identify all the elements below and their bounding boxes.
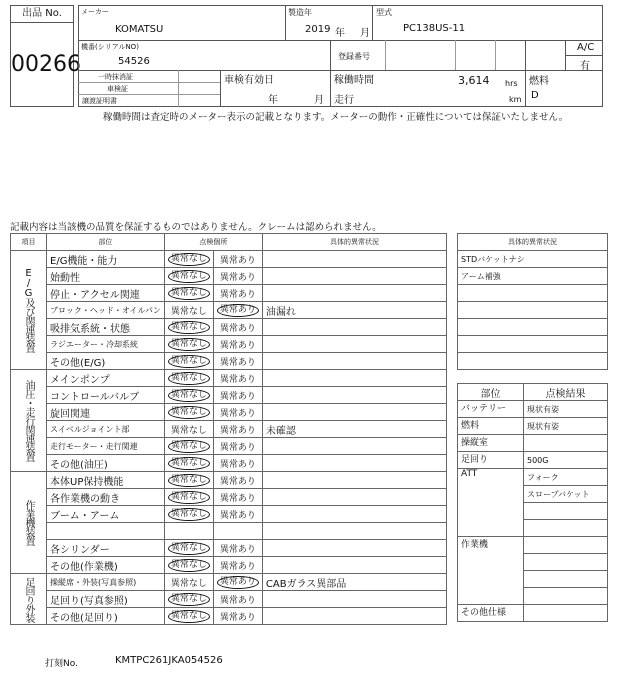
results-header-result: 点検結果 [524, 384, 608, 401]
lot-no-box [10, 5, 81, 107]
ng-option[interactable]: 異常あり [219, 374, 256, 385]
result-value: スロープバケット [524, 486, 608, 503]
abnormality-detail [262, 438, 446, 455]
year-unit: 年 [335, 28, 345, 39]
table-row [11, 319, 447, 336]
result-part: 操縦室 [458, 435, 524, 452]
ok-option[interactable]: 異常なし [170, 578, 207, 589]
ng-option[interactable]: 異常あり [219, 391, 256, 402]
abnormality-detail [262, 523, 446, 540]
result-value [524, 571, 608, 588]
meter-disclaimer: 稼働時間は査定時のメーター表示の記載となります。メーターの動作・正確性については保証いたしません。 [103, 112, 569, 123]
ng-option[interactable]: 異常あり [219, 408, 256, 419]
ok-option[interactable]: 異常なし [168, 593, 210, 606]
result-value [524, 435, 608, 452]
ng-option[interactable]: 異常あり [217, 576, 259, 589]
abnormality-detail [262, 455, 446, 472]
ok-option[interactable]: 異常なし [168, 406, 210, 419]
result-value [524, 503, 608, 520]
table-row [11, 370, 447, 387]
table-row [11, 421, 447, 438]
table-row [458, 401, 608, 418]
result-part: その他仕様 [458, 605, 524, 622]
table-row [458, 452, 608, 469]
abnormality-notes-table [457, 233, 608, 370]
table-row [11, 336, 447, 353]
result-value [524, 520, 608, 537]
ok-option[interactable]: 異常なし [168, 508, 210, 521]
group-label: E/G及び関連装置 [11, 251, 47, 370]
table-row [11, 591, 447, 608]
group-label: 作業機装置 [11, 472, 47, 574]
travel-label: 走行 [334, 95, 354, 106]
result-value [524, 554, 608, 571]
lot-no-label: 出品 No. [11, 6, 73, 23]
ac-label: A/C [577, 42, 595, 53]
ok-option[interactable]: 異常なし [168, 287, 210, 300]
part-name: 走行モーター・走行関連 [47, 438, 165, 455]
ok-option[interactable]: 異常なし [168, 559, 210, 572]
maker: KOMATSU [115, 24, 164, 35]
ok-option[interactable]: 異常なし [168, 440, 210, 453]
table-row [11, 574, 447, 591]
hours-unit: hrs [505, 79, 518, 88]
table-row [11, 472, 447, 489]
table-row [11, 387, 447, 404]
fuel: D [531, 90, 539, 101]
cert-inspection: 車検証 [107, 85, 128, 93]
ng-option[interactable]: 異常あり [219, 544, 256, 555]
header-part: 部位 [47, 234, 165, 251]
part-name: 足回り(写真参照) [47, 591, 165, 608]
ac-value: 有 [580, 61, 590, 72]
ok-option[interactable]: 異常なし [168, 321, 210, 334]
inspection-year: 年 [268, 95, 278, 106]
hours: 3,614 [458, 74, 490, 87]
ng-option[interactable]: 異常あり [219, 442, 256, 453]
result-part: 燃料 [458, 418, 524, 435]
cert-transfer: 譲渡証明書 [82, 97, 117, 105]
group-label: 油圧・走行関連装置 [11, 370, 47, 472]
abnormality-detail [262, 251, 446, 268]
result-value [524, 588, 608, 605]
result-part: ATT [458, 469, 524, 537]
model: PC138US-11 [403, 23, 466, 34]
table-row [11, 302, 447, 319]
ng-option[interactable]: 異常あり [219, 289, 256, 300]
results-header-part: 部位 [458, 384, 524, 401]
table-row [458, 418, 608, 435]
list-item [458, 285, 608, 302]
abnormality-detail: CABガラス異部品 [262, 574, 446, 591]
ng-option[interactable]: 異常あり [219, 357, 256, 368]
table-row [458, 435, 608, 452]
part-name: 旋回関連 [47, 404, 165, 421]
part-name: 始動性 [47, 268, 165, 285]
ok-option[interactable]: 異常なし [168, 610, 210, 623]
abnormality-detail [262, 506, 446, 523]
part-name: 各シリンダー [47, 540, 165, 557]
part-name: その他(油圧) [47, 455, 165, 472]
part-name [47, 523, 165, 540]
ok-option[interactable]: 異常なし [168, 542, 210, 555]
part-name: その他(足回り) [47, 608, 165, 625]
abnormality-detail [262, 557, 446, 574]
maker-label: メーカー [81, 8, 109, 16]
abnormality-detail [262, 285, 446, 302]
note-text: STDバケットナシ [458, 251, 608, 268]
list-item [458, 336, 608, 353]
part-name: 吸排気系統・状態 [47, 319, 165, 336]
ng-option[interactable]: 異常あり [219, 340, 256, 351]
ng-option[interactable]: 異常あり [219, 425, 256, 436]
table-row [11, 608, 447, 625]
header-detail: 具体的異常状況 [262, 234, 446, 251]
ng-option[interactable]: 異常あり [219, 459, 256, 470]
ng-option[interactable]: 異常あり [219, 493, 256, 504]
list-item [458, 268, 608, 285]
abnormality-detail [262, 268, 446, 285]
fuel-label: 燃料 [529, 76, 549, 87]
table-row [11, 557, 447, 574]
serial-label: 機番(シリアルNO) [81, 43, 139, 51]
abnormality-detail [262, 404, 446, 421]
ng-option[interactable]: 異常あり [219, 561, 256, 572]
hours-label: 稼働時間 [334, 75, 374, 86]
year-label: 製造年 [288, 8, 312, 17]
abnormality-detail: 未確認 [262, 421, 446, 438]
header-item: 項目 [11, 234, 47, 251]
part-name: ラジエーター・冷却系統 [47, 336, 165, 353]
result-part: 作業機 [458, 537, 524, 605]
abnormality-detail [262, 370, 446, 387]
ng-option[interactable]: 異常あり [217, 304, 259, 317]
ok-option[interactable]: 異常なし [168, 389, 210, 402]
part-name: スイベルジョイント部 [47, 421, 165, 438]
stamp-number: KMTPC261JKA054526 [115, 655, 223, 666]
group-label: 足回り外装 [11, 574, 47, 625]
ok-option[interactable]: 異常なし [168, 270, 210, 283]
header-check: 点検個所 [164, 234, 262, 251]
abnormality-detail [262, 489, 446, 506]
list-item [458, 302, 608, 319]
part-name: E/G機能・能力 [47, 251, 165, 268]
part-name: コントロールバルブ [47, 387, 165, 404]
part-name: 本体UP保持機能 [47, 472, 165, 489]
part-name: 操縦席・外装(写真参照) [47, 574, 165, 591]
ok-option[interactable]: 異常なし [170, 306, 207, 317]
result-value: フォーク [524, 469, 608, 486]
table-row [11, 489, 447, 506]
lot-no: 00266 [11, 52, 81, 77]
table-row [11, 268, 447, 285]
part-name: その他(作業機) [47, 557, 165, 574]
table-row [458, 537, 608, 554]
table-row [11, 506, 447, 523]
abnormality-detail [262, 336, 446, 353]
month-unit: 月 [360, 28, 370, 39]
inspection-month: 月 [314, 95, 324, 106]
ok-option[interactable]: 異常なし [168, 491, 210, 504]
part-name: メインポンプ [47, 370, 165, 387]
part-name: その他(E/G) [47, 353, 165, 370]
travel-unit: km [509, 95, 522, 104]
table-row [458, 605, 608, 622]
note-text [458, 353, 608, 370]
part-name: 各作業機の動き [47, 489, 165, 506]
result-value [524, 537, 608, 554]
abnormality-detail [262, 387, 446, 404]
ng-option[interactable]: 異常あり [219, 272, 256, 283]
ng-option[interactable]: 異常あり [219, 323, 256, 334]
model-label: 型式 [376, 8, 392, 17]
list-item [458, 353, 608, 370]
abnormality-detail [262, 540, 446, 557]
stamp-label: 打刻No. [45, 659, 78, 669]
note-text [458, 302, 608, 319]
ok-option[interactable]: 異常なし [168, 253, 210, 266]
ok-option[interactable]: 異常なし [170, 425, 207, 436]
ng-option[interactable]: 異常あり [219, 255, 256, 266]
ok-option[interactable]: 異常なし [168, 355, 210, 368]
note-text [458, 319, 608, 336]
part-name: ブロック・ヘッド・オイルパン [47, 302, 165, 319]
table-row [11, 523, 447, 540]
list-item [458, 319, 608, 336]
ok-option[interactable]: 異常なし [168, 338, 210, 351]
ng-option[interactable]: 異常あり [219, 510, 256, 521]
cert-temp-deregistration: 一時抹消証 [98, 73, 133, 81]
result-value [524, 605, 608, 622]
reg-label: 登録番号 [338, 52, 370, 61]
table-row [11, 540, 447, 557]
abnormality-detail: 油漏れ [262, 302, 446, 319]
result-part: バッテリー [458, 401, 524, 418]
table-row [11, 251, 447, 268]
result-part: 足回り [458, 452, 524, 469]
part-name: 停止・アクセル関連 [47, 285, 165, 302]
inspection-results-table [457, 383, 608, 622]
notes-header: 具体的異常状況 [458, 234, 608, 251]
ng-option[interactable]: 異常あり [219, 476, 256, 487]
quality-disclaimer: 記載内容は当該機の品質を保証するものではありません。クレームは認められません。 [10, 222, 382, 233]
ok-option[interactable]: 異常なし [168, 457, 210, 470]
abnormality-detail [262, 319, 446, 336]
note-text [458, 336, 608, 353]
inspection-label: 車検有効日 [224, 75, 274, 86]
part-name: ブーム・アーム [47, 506, 165, 523]
year: 2019 [305, 24, 331, 35]
abnormality-detail [262, 591, 446, 608]
serial: 54526 [118, 56, 150, 67]
result-value: 現状有姿 [524, 418, 608, 435]
table-row [458, 469, 608, 486]
result-value: 500G [524, 452, 608, 469]
table-row [11, 438, 447, 455]
table-row [11, 353, 447, 370]
inspection-table [10, 233, 447, 625]
abnormality-detail [262, 608, 446, 625]
ok-option[interactable]: 異常なし [168, 372, 210, 385]
note-text [458, 285, 608, 302]
result-value: 現状有姿 [524, 401, 608, 418]
ok-option[interactable]: 異常なし [168, 474, 210, 487]
ng-option[interactable]: 異常あり [219, 595, 256, 606]
list-item [458, 251, 608, 268]
abnormality-detail [262, 472, 446, 489]
abnormality-detail [262, 353, 446, 370]
table-row [11, 404, 447, 421]
note-text: アーム補強 [458, 268, 608, 285]
table-row [11, 455, 447, 472]
ng-option[interactable]: 異常あり [219, 612, 256, 623]
table-row [11, 285, 447, 302]
